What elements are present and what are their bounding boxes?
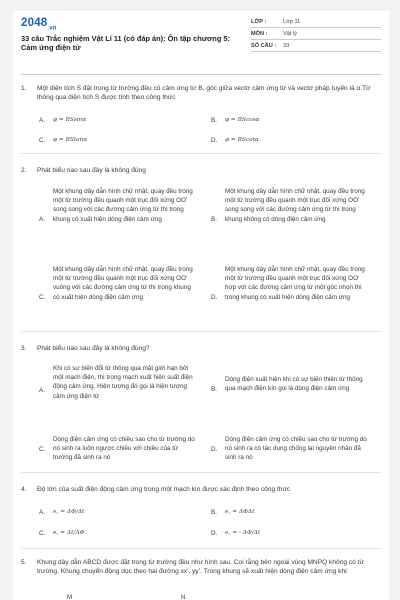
question-text: Phát biểu nào sau đây là không đúng [37,167,146,174]
meta-table [251,16,381,52]
question-text: Phát biểu nào sau đây là không đúng? [37,345,150,352]
question-separator [21,472,381,473]
question-text: Khung dây dẫn ABCD được đặt trong từ trường đều như hình sau. Coi rằng bên ngoài vùng MNPQ không có từ trường. Khung chuyển động dọc theo hai đường xx', yy'. Trong khung sẽ xuất hiện dòng điện cảm ứng khi: [37,559,364,576]
meta-row-count: SỐ CÂU : 33 [251,40,381,52]
question-text: Một diện tích S đặt trong từ trường đều có cảm ứng từ B, góc giữa vectơ cảm ứng từ và vectơ pháp tuyến là α.Từ thông qua diện tích S được tính theo công thức [37,85,371,102]
document-header [13,11,389,55]
meta-row-subject: MÔN : Vật lý [251,28,381,40]
site-logo[interactable]: $2048_{.vn}$ [21,17,57,32]
page-title: 33 câu Trắc nghiệm Vật Lí 11 (có đáp án): Ôn tập chương 5: Cảm ứng điện từ [21,34,230,52]
document-page: $2048_{.vn}$ 33 câu Trắc nghiệm Vật Lí 11 (có đáp án): Ôn tập chương 5: Cảm ứng điện từ LỚP : Lớp 11 MÔN : Vật lý SỐ CÂU : 33 1. Một diện tích S đặt trong từ trường đều có cảm ứng từ B, góc giữa vectơ cảm ứng từ và vectơ pháp tuyến là α.Từ thông qua diện tích S được tính theo công thức A. φ = BSsinα B. φ = BScosα C. φ = BStanα D. φ = BScotα 2. Phát biểu nào sau đây là không đúng A. Một khung dây dẫn hình chữ nhật, quay đều trong một từ trường đều quanh một trục đối xứng OO' song song với các đường cảm ứng từ thì trong khung có xuất hiện dòng điện cảm ứng B. Một khung dây dẫn hình chữ nhật, quay đều trong một từ trường đều quanh một trục đối xứng OO' song song với các đường cảm ứng từ thì trong khung không có dòng điện cảm ứng C. Một khung dây dẫn hình chữ nhật, quay đều trong một từ trường đều quanh một trục đối xứng OO' vuông với các đường cảm ứng từ thì trong khung có xuất hiện dòng điện cảm ứng D. Một khung dây dẫn hình chữ nhật, quay đều trong một từ trường đều quanh một trục đối xứng OO' hợp với các đường cảm ứng từ một góc nhọn thì trong khung có xuất hiện dòng điện cảm ứng 3. Phát biểu nào sau đây là không đúng? A. Khi có sự biến đổi từ thông qua mặt giới hạn bởi một mạch điện, thì trong mạch xuất hiện suất điện động cảm ứng. Hiện tượng đó gọi là hiện tượng cảm ứng điện từ B. Dòng điện xuất hiện khi có sự biến thiên từ thông qua mạch điện kín gọi là dòng điện cảm ứng C. Dòng điện cảm ứng có chiều sao cho từ trường do nó sinh ra luôn ngược chiều với chiều của từ trường đã sinh ra nó D. Dòng điện cảm ứng có chiều sao cho từ trường do nó sinh ra có tác dụng chống lại nguyên nhân đã sinh ra nó 4. Độ lớn của suất điện động cảm ứng trong một mạch kín được xác định theo công thức A. e꜀ = ΔΦ/Δt B. e꜀ = ΔΦΔt C. e꜀ = Δt/ΔΦ D. e꜀ = - ΔΦ/Δt 5. Khung dây dẫn ABCD được đặt trong từ trường đều như hình sau. Coi rằng bên ngoài vùng MNPQ không có từ trường. Khung chuyển động dọc theo hai đường xx', yy'. Trong khung sẽ xuất hiện dòng điện cảm ứng khi: M N [13,11,389,600]
meta-row-class: LỚP : Lớp 11 [251,16,381,28]
question-separator [21,331,381,332]
question-separator [21,153,381,154]
question-separator [21,548,381,549]
figure-label-n: N [181,595,186,600]
figure-label-m: M [67,595,72,600]
question-text: Độ lớn của suất điện động cảm ứng trong một mạch kín được xác định theo công thức [37,486,291,493]
header-divider [21,74,381,75]
